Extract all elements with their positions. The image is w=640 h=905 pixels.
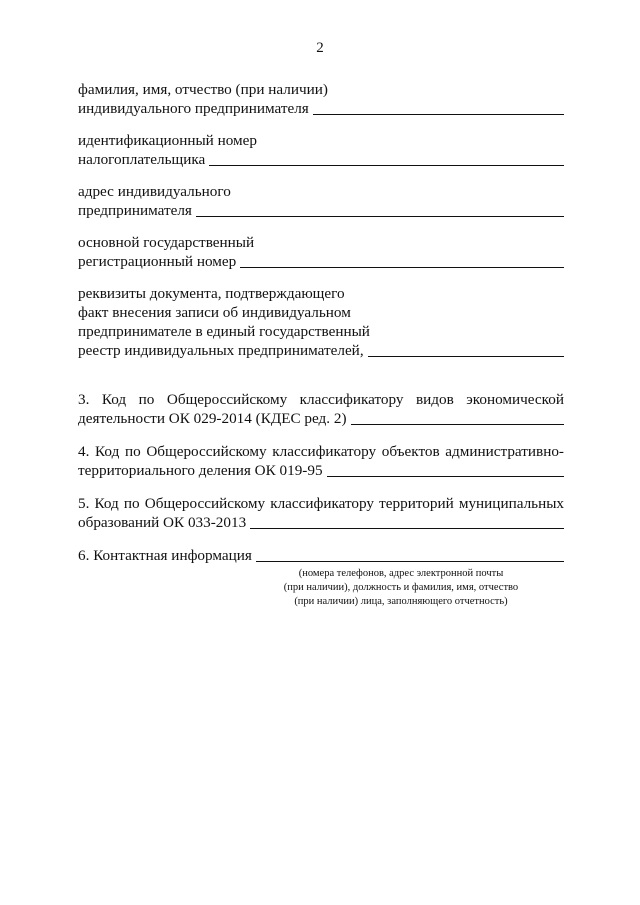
field-label: реестр индивидуальных предпринимателей, — [78, 342, 364, 359]
contact-label: 6. Контактная информация — [78, 547, 252, 564]
field-label: факт внесения записи об индивидуальном — [78, 304, 351, 321]
ogrn-field — [78, 233, 564, 271]
fill-in-line[interactable] — [250, 514, 564, 529]
field-label: предпринимателя — [78, 202, 192, 219]
note-line: (при наличии) лица, заполняющего отчетность) — [294, 596, 508, 607]
fill-in-line[interactable] — [240, 253, 564, 268]
field-label: фамилия, имя, отчество (при наличии) — [78, 81, 328, 98]
oktmo-section — [78, 494, 564, 532]
registry-document-field — [78, 284, 564, 360]
fill-in-line[interactable] — [368, 342, 564, 357]
entrepreneur-address-field — [78, 182, 564, 220]
field-label: адрес индивидуального — [78, 183, 231, 200]
section-text: образований ОК 033-2013 — [78, 514, 247, 531]
fill-in-line[interactable] — [196, 202, 564, 217]
section-text: 3. Код по Общероссийскому классификатору видов экономической — [78, 391, 564, 408]
field-label: налогоплательщика — [78, 151, 206, 168]
okved-section — [78, 390, 564, 428]
note-line: (при наличии), должность и фамилия, имя, отчество — [283, 582, 519, 593]
fill-in-line[interactable] — [256, 547, 564, 562]
fill-in-line[interactable] — [313, 100, 564, 115]
field-label: реквизиты документа, подтверждающего — [78, 285, 345, 302]
field-label: индивидуального предпринимателя — [78, 100, 309, 117]
fill-in-line[interactable] — [351, 410, 564, 425]
section-text: деятельности ОК 029-2014 (КДЕС ред. 2) — [78, 410, 347, 427]
section-text: территориального деления ОК 019-95 — [78, 462, 323, 479]
note-line: (номера телефонов, адрес электронной почты — [298, 568, 504, 579]
form-body — [78, 80, 564, 623]
section-text: 4. Код по Общероссийскому классификатору объектов административно- — [78, 443, 564, 460]
page-number: 2 — [316, 40, 324, 56]
entrepreneur-name-field — [78, 80, 564, 118]
fill-in-line[interactable] — [327, 462, 564, 477]
contact-note — [238, 567, 564, 609]
field-label: регистрационный номер — [78, 253, 237, 270]
field-label: предпринимателе в единый государственный — [78, 323, 370, 340]
section-text: 5. Код по Общероссийскому классификатору территорий муниципальных — [78, 495, 564, 512]
contact-section — [78, 546, 564, 609]
okato-section — [78, 442, 564, 480]
fill-in-line[interactable] — [209, 151, 564, 166]
field-label: основной государственный — [78, 234, 255, 251]
field-label: идентификационный номер — [78, 132, 257, 149]
inn-field — [78, 131, 564, 169]
